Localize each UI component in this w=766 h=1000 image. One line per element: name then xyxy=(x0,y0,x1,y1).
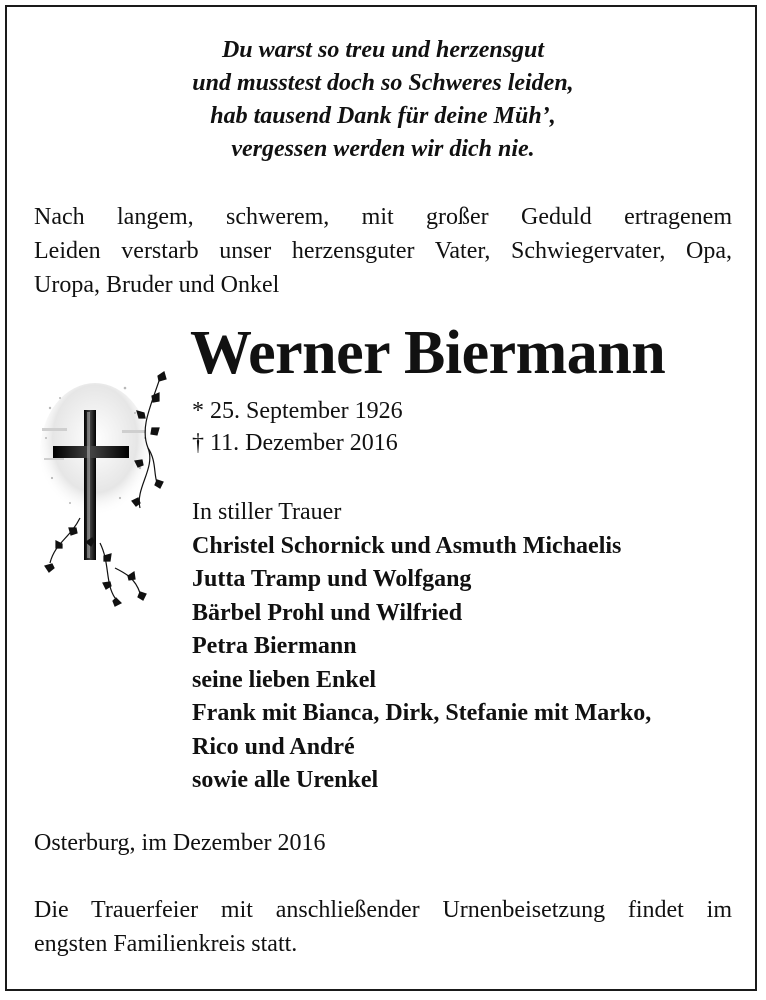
mourner-name: Frank mit Bianca, Dirk, Stefanie mit Marko, xyxy=(192,700,652,726)
mourners-list xyxy=(192,496,651,798)
deceased-name: Werner Biermann xyxy=(190,319,666,387)
place-and-date: Osterburg, im Dezember 2016 xyxy=(34,830,326,856)
poem-line: Du warst so treu und herzensgut xyxy=(221,37,545,63)
death-announcement-text xyxy=(34,200,732,302)
death-date: † 11. Dezember 2016 xyxy=(192,430,398,456)
cross-icon xyxy=(40,368,175,608)
intro-line: Uropa, Bruder und Onkel xyxy=(34,272,280,298)
poem-line: vergessen werden wir dich nie. xyxy=(231,136,535,162)
memorial-poem xyxy=(0,34,766,166)
mourner-name: Rico und André xyxy=(192,733,355,760)
mourner-name: Jutta Tramp und Wolfgang xyxy=(192,566,472,592)
intro-line: Nach langem, schwerem, mit großer Geduld ertragenem xyxy=(34,204,732,230)
funeral-ceremony-note xyxy=(34,893,732,961)
mourner-name: sowie alle Urenkel xyxy=(192,767,379,793)
mourner-name: Petra Biermann xyxy=(192,633,357,659)
intro-line: Leiden verstarb unser herzensguter Vater, Schwiegervater, Opa, xyxy=(34,238,732,264)
mourner-name: Christel Schornick und Asmuth Michaelis xyxy=(192,532,622,559)
mourner-name: Bärbel Prohl und Wilfried xyxy=(192,599,463,626)
ceremony-line: engsten Familienkreis statt. xyxy=(34,931,298,957)
cross-with-ivy-icon xyxy=(40,368,175,608)
poem-line: und musstest doch so Schweres leiden, xyxy=(192,70,574,96)
mourner-name: seine lieben Enkel xyxy=(192,666,377,693)
ceremony-line: Die Trauerfeier mit anschließender Urnenbeisetzung findet im xyxy=(34,897,732,923)
life-dates xyxy=(192,395,403,459)
birth-date: * 25. September 1926 xyxy=(192,398,403,424)
poem-line: hab tausend Dank für deine Müh’, xyxy=(210,103,556,129)
mourners-heading: In stiller Trauer xyxy=(192,499,342,525)
